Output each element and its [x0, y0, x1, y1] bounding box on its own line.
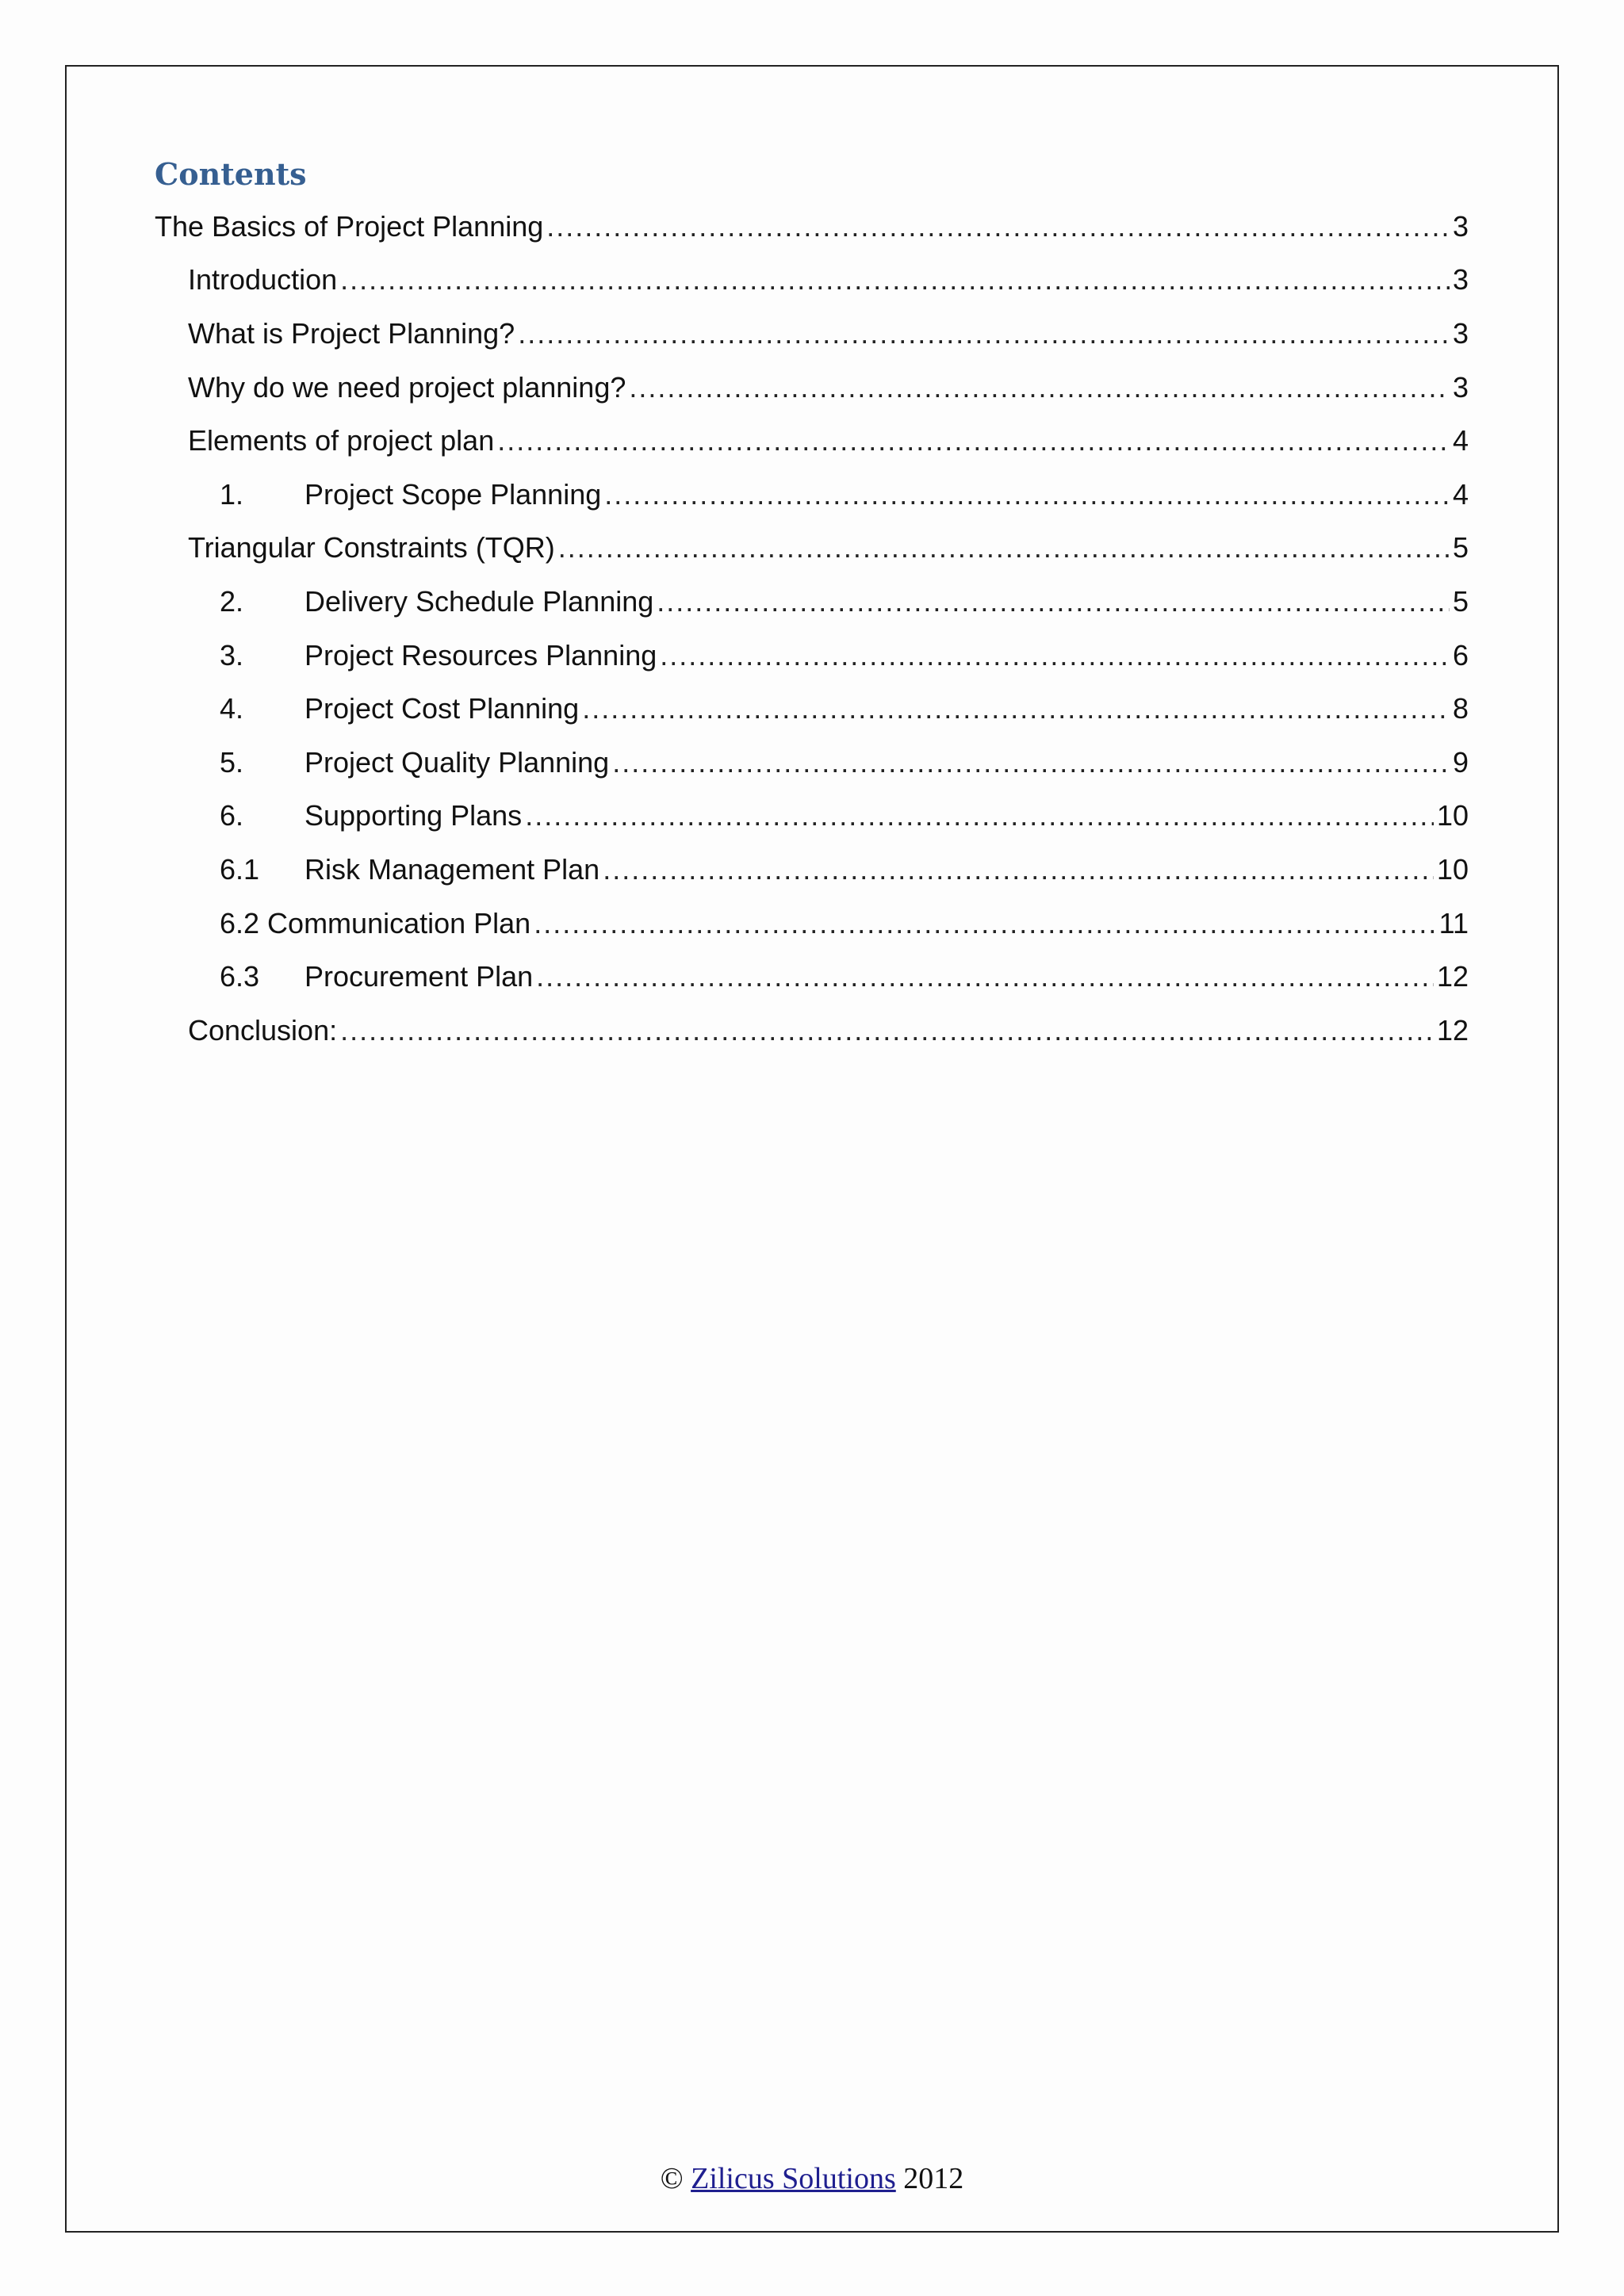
toc-entry-title: Project Cost Planning [304, 692, 580, 725]
toc-page-number: 12 [1436, 960, 1469, 993]
toc-page-number: 3 [1452, 316, 1469, 350]
toc-entry-title: The Basics of Project Planning [155, 209, 544, 243]
toc-page-number: 11 [1438, 906, 1469, 939]
toc-page-number: 10 [1436, 852, 1469, 886]
table-of-contents [155, 200, 1469, 1058]
toc-dot-leader [603, 852, 1434, 887]
toc-entry-number: 3. [220, 638, 244, 672]
footer [0, 2161, 1624, 2196]
toc-entry[interactable] [155, 1004, 1469, 1058]
toc-page-number: 8 [1452, 692, 1469, 725]
toc-entry[interactable] [155, 468, 1469, 522]
toc-entry[interactable] [155, 843, 1469, 897]
toc-entry[interactable] [155, 790, 1469, 844]
toc-dot-leader [518, 316, 1450, 351]
toc-entry[interactable] [155, 361, 1469, 415]
toc-entry[interactable] [155, 682, 1469, 736]
toc-entry-number: 6.3 [220, 960, 260, 993]
toc-page-number: 5 [1452, 531, 1469, 564]
toc-dot-leader [534, 906, 1435, 941]
toc-entry-number: 5. [220, 745, 244, 779]
toc-dot-leader [340, 262, 1450, 297]
toc-entry-title: What is Project Planning? [188, 316, 515, 350]
toc-entry[interactable] [155, 200, 1469, 254]
toc-entry[interactable] [155, 950, 1469, 1004]
toc-dot-leader [604, 477, 1450, 512]
toc-entry-title: 6.2 Communication Plan [220, 906, 531, 939]
toc-entry[interactable] [155, 254, 1469, 308]
toc-entry-number: 2. [220, 584, 244, 618]
toc-entry[interactable] [155, 414, 1469, 468]
toc-entry-title: Project Resources Planning [304, 638, 657, 672]
toc-entry-number: 4. [220, 692, 244, 725]
toc-dot-leader [525, 798, 1434, 833]
toc-entry[interactable] [155, 736, 1469, 790]
toc-dot-leader [497, 423, 1450, 458]
toc-entry-number: 6. [220, 799, 244, 832]
toc-entry-title: Why do we need project planning? [188, 370, 626, 404]
toc-entry[interactable] [155, 897, 1469, 951]
toc-entry-number: 6.1 [220, 852, 260, 886]
toc-dot-leader [536, 959, 1434, 994]
toc-heading: Contents [155, 156, 307, 192]
toc-entry-title: Project Scope Planning [304, 477, 602, 511]
toc-entry-title: Triangular Constraints (TQR) [188, 531, 555, 564]
toc-page-number: 5 [1452, 584, 1469, 618]
toc-page-number: 3 [1452, 209, 1469, 243]
toc-dot-leader [558, 530, 1450, 565]
toc-page-number: 3 [1452, 370, 1469, 404]
toc-entry-title: Conclusion: [188, 1013, 338, 1047]
toc-entry[interactable] [155, 522, 1469, 576]
toc-page-number: 4 [1452, 424, 1469, 457]
toc-entry-title: Supporting Plans [304, 799, 523, 832]
toc-entry[interactable] [155, 575, 1469, 629]
toc-entry-title: Procurement Plan [304, 960, 534, 993]
copyright-year: 2012 [903, 2162, 964, 2195]
toc-entry-title: Risk Management Plan [304, 852, 600, 886]
toc-entry[interactable] [155, 307, 1469, 361]
toc-dot-leader [546, 209, 1450, 244]
toc-dot-leader [582, 691, 1450, 726]
toc-page-number: 9 [1452, 745, 1469, 779]
copyright-symbol: © [660, 2162, 684, 2195]
toc-dot-leader [340, 1013, 1434, 1048]
toc-entry-number: 1. [220, 477, 244, 511]
toc-page-number: 3 [1452, 263, 1469, 297]
toc-dot-leader [660, 638, 1450, 673]
toc-dot-leader [629, 370, 1450, 405]
toc-page-number: 10 [1436, 799, 1469, 832]
toc-entry[interactable] [155, 629, 1469, 683]
toc-page-number: 12 [1436, 1013, 1469, 1047]
toc-entry-title: Project Quality Planning [304, 745, 610, 779]
toc-page-number: 6 [1452, 638, 1469, 672]
toc-dot-leader [612, 745, 1450, 780]
toc-entry-title: Elements of project plan [188, 424, 495, 457]
company-link[interactable]: Zilicus Solutions [691, 2162, 896, 2195]
toc-entry-title: Introduction [188, 263, 338, 297]
toc-entry-title: Delivery Schedule Planning [304, 584, 654, 618]
toc-page-number: 4 [1452, 477, 1469, 511]
toc-dot-leader [657, 584, 1450, 619]
